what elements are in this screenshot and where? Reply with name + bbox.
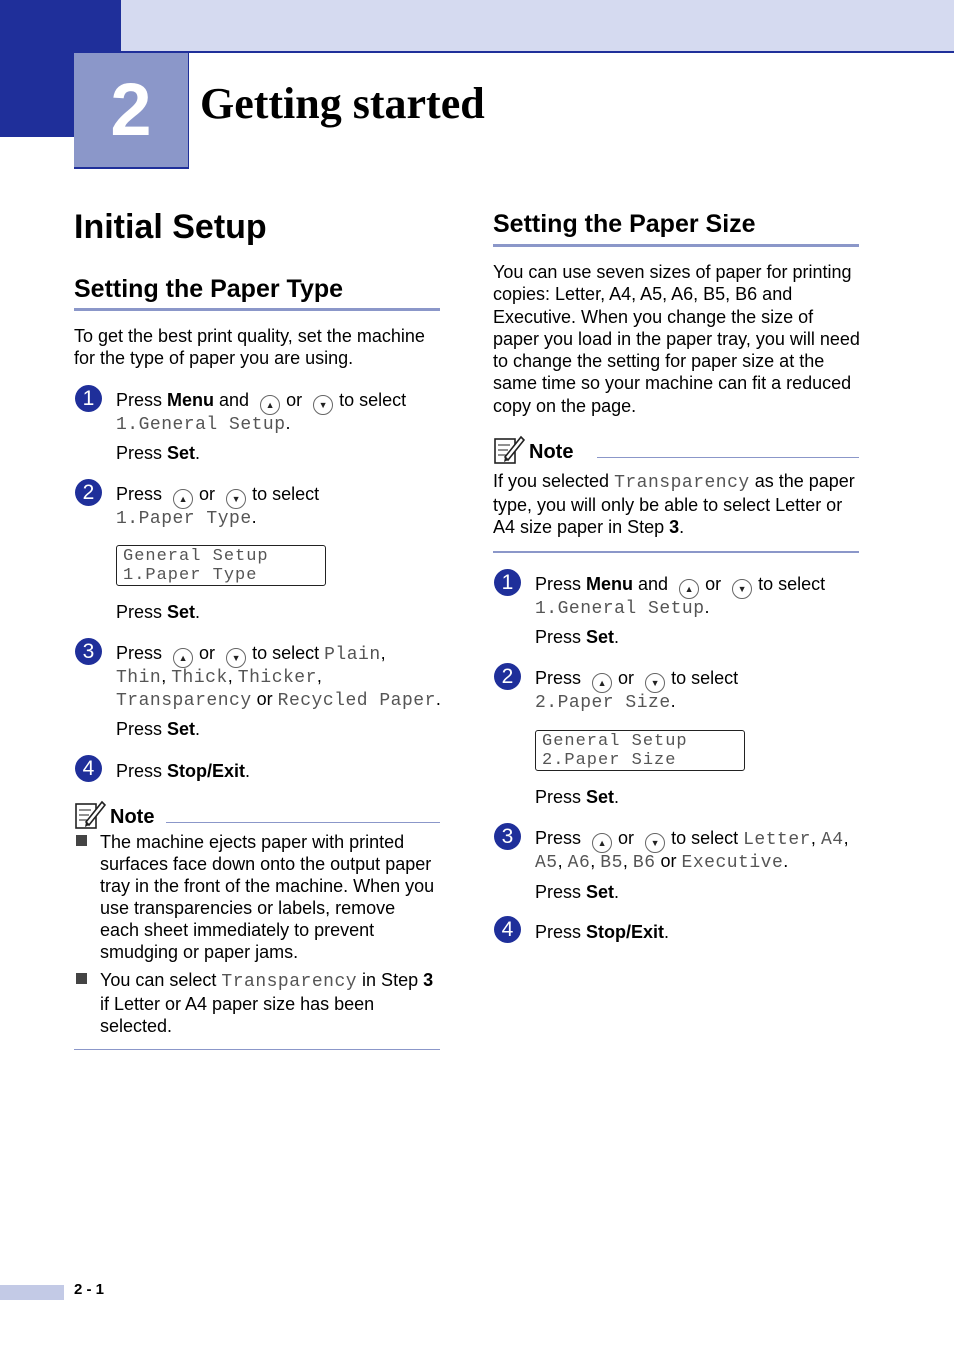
down-arrow-key-icon: ▼ [226, 648, 246, 668]
right-step2-line1: Press ▲ or ▼ to select [535, 667, 738, 693]
note-text: If you selected Transparency as the paper type, you will only be able to select Letter or A4 size paper in Step 3. [493, 471, 855, 537]
down-arrow-key-icon: ▼ [732, 579, 752, 599]
up-arrow-key-icon: ▲ [679, 579, 699, 599]
heading-paper-size: Setting the Paper Size [493, 210, 756, 238]
chapter-title: Getting started [200, 79, 485, 128]
stop-exit-key: Stop/Exit [586, 922, 665, 942]
left-step3-line2: Thin, Thick, Thicker, [116, 666, 322, 688]
step-number-3: 3 [494, 823, 521, 850]
up-arrow-key-icon: ▲ [592, 673, 612, 693]
stop-exit-key: Stop/Exit [167, 761, 246, 781]
step-number-4: 4 [75, 755, 102, 782]
right-step1-line1: Press Menu and ▲ or ▼ to select [535, 573, 825, 599]
right-step3-line2: A5, A6, B5, B6 or Executive. [535, 851, 789, 873]
right-step3-set: Press Set. [535, 882, 620, 902]
note-pencil-icon [493, 433, 525, 465]
down-arrow-key-icon: ▼ [313, 395, 333, 415]
note-label: Note [110, 806, 155, 828]
heading-underline [493, 244, 859, 247]
page-number: 2 - 1 [74, 1281, 105, 1298]
left-step1-code: 1.General Setup. [116, 413, 291, 435]
step-number-1: 1 [494, 569, 521, 596]
note-rule [166, 822, 440, 823]
note-bottom-rule [74, 1049, 440, 1050]
left-step1-set: Press Set. [116, 443, 201, 463]
note-bottom-rule [493, 551, 859, 553]
right-step3-line1: Press ▲ or ▼ to select Letter, A4, [535, 827, 849, 853]
lcd-display: General Setup 2.Paper Size [535, 730, 745, 771]
step-number-4: 4 [494, 916, 521, 943]
up-arrow-key-icon: ▲ [173, 489, 193, 509]
heading-underline [74, 308, 440, 311]
menu-key: Menu [167, 390, 215, 410]
left-step2-line1: Press ▲ or ▼ to select [116, 483, 319, 509]
left-step3-line3: Transparency or Recycled Paper. [116, 689, 441, 711]
note-pencil-icon [74, 798, 106, 830]
heading-paper-type: Setting the Paper Type [74, 275, 344, 303]
right-step2-code: 2.Paper Size. [535, 691, 676, 713]
up-arrow-key-icon: ▲ [173, 648, 193, 668]
left-step2-code: 1.Paper Type. [116, 507, 257, 529]
left-step4-line: Press Stop/Exit. [116, 761, 251, 781]
bullet-marker [76, 835, 87, 846]
up-arrow-key-icon: ▲ [260, 395, 280, 415]
down-arrow-key-icon: ▼ [226, 489, 246, 509]
down-arrow-key-icon: ▼ [645, 673, 665, 693]
header-rule [120, 51, 954, 53]
note-bullet-2: You can select Transparency in Step 3 if Letter or A4 paper size has been selected. [100, 970, 434, 1036]
paper-type-intro: To get the best print quality, set the machine for the type of paper you are using. [74, 326, 425, 369]
down-arrow-key-icon: ▼ [645, 833, 665, 853]
right-step4-line: Press Stop/Exit. [535, 922, 670, 942]
right-step1-set: Press Set. [535, 627, 620, 647]
header-band [0, 0, 954, 52]
left-step2-set: Press Set. [116, 602, 201, 622]
footer-band [0, 1285, 64, 1300]
left-step3-line1: Press ▲ or ▼ to select Plain, [116, 642, 386, 668]
step-number-3: 3 [75, 638, 102, 665]
left-step3-set: Press Set. [116, 719, 201, 739]
section-title-initial-setup: Initial Setup [74, 208, 267, 246]
step-number-2: 2 [75, 479, 102, 506]
step-number-2: 2 [494, 663, 521, 690]
left-step1-line1: Press Menu and ▲ or ▼ to select [116, 389, 406, 415]
right-step2-set: Press Set. [535, 787, 620, 807]
step-number-1: 1 [75, 385, 102, 412]
up-arrow-key-icon: ▲ [592, 833, 612, 853]
bullet-marker [76, 973, 87, 984]
note-bullet-1: The machine ejects paper with printed surfaces face down onto the output paper tray in the front of the machine. When you use transparencies or labels, remove each sheet immediately to prevent smudging or paper jams. [100, 832, 435, 962]
menu-key: Menu [586, 574, 634, 594]
right-step1-code: 1.General Setup. [535, 597, 710, 619]
note-rule [597, 457, 859, 458]
lcd-display: General Setup 1.Paper Type [116, 545, 326, 586]
paper-size-intro: You can use seven sizes of paper for printing copies: Letter, A4, A5, A6, B5, B6 and Executive. When you change the size of paper you load in the paper tray, you will need to change the setting for paper size at the same time so your machine can fit a reduced copy on the page. [493, 262, 860, 416]
chapter-number: 2 [110, 68, 152, 151]
note-label: Note [529, 441, 574, 463]
